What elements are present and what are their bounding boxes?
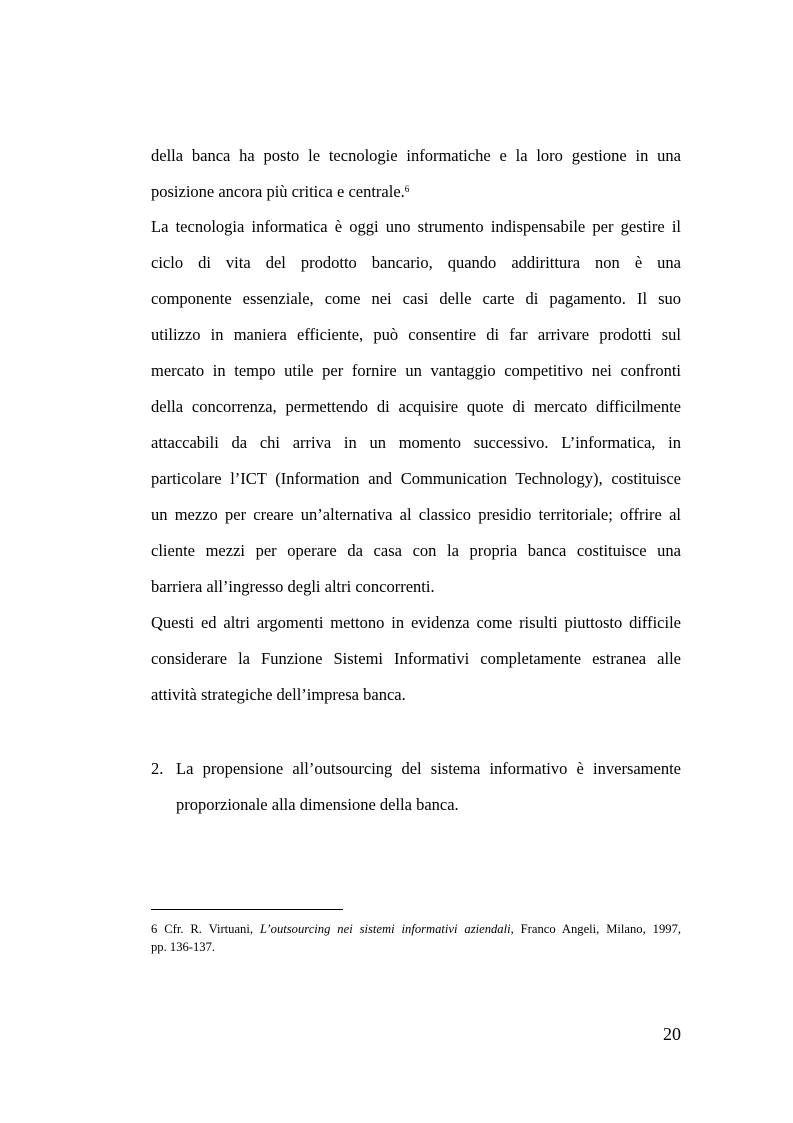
- list-item-line: proporzionale alla dimensione della banca.: [176, 795, 459, 814]
- paragraph-line: della concorrenza, permettendo di acquisire quote di mercato difficilmente: [151, 397, 681, 416]
- footnote: [151, 920, 681, 956]
- paragraph-line: componente essenziale, come nei casi delle carte di pagamento. Il suo: [151, 289, 681, 308]
- list-item-number: 2.: [151, 759, 164, 778]
- paragraph-line: mercato in tempo utile per fornire un vantaggio competitivo nei confronti: [151, 361, 681, 380]
- paragraph-line: cliente mezzi per operare da casa con la propria banca costituisce una: [151, 541, 681, 560]
- footnote-citation-suffix: , Franco Angeli, Milano, 1997,: [510, 922, 682, 936]
- footnote-citation-prefix: Cfr. R. Virtuani,: [164, 922, 254, 936]
- paragraph-line: considerare la Funzione Sistemi Informativi completamente estranea alle: [151, 649, 681, 668]
- list-item-line: La propensione all’outsourcing del sistema informativo è inversamente: [176, 759, 681, 778]
- footnote-citation-title: L’outsourcing nei sistemi informativi aziendali: [259, 922, 511, 936]
- footnote-line: [151, 920, 681, 938]
- paragraph-line: un mezzo per creare un’alternativa al classico presidio territoriale; offrire al: [151, 505, 681, 524]
- paragraph-line: [151, 180, 409, 204]
- paragraph-line-text: posizione ancora più critica e centrale.: [151, 182, 405, 201]
- footnote-line: pp. 136-137.: [151, 940, 216, 954]
- paragraph-line: La tecnologia informatica è oggi uno strumento indispensabile per gestire il: [151, 217, 681, 236]
- page-number: 20: [663, 1024, 681, 1044]
- paragraph-line: Questi ed altri argomenti mettono in evidenza come risulti piuttosto difficile: [151, 613, 681, 632]
- footnote-reference: 6: [404, 184, 410, 194]
- footnote-separator: [151, 909, 343, 910]
- paragraph-line: ciclo di vita del prodotto bancario, quando addirittura non è una: [151, 253, 681, 272]
- paragraph-line: della banca ha posto le tecnologie informatiche e la loro gestione in una: [151, 146, 681, 165]
- paragraph-line: particolare l’ICT (Information and Communication Technology), costituisce: [151, 469, 681, 488]
- paragraph-line: attività strategiche dell’impresa banca.: [151, 685, 406, 704]
- footnote-number: 6: [151, 922, 158, 936]
- paragraph-line: barriera all’ingresso degli altri concorrenti.: [151, 577, 435, 596]
- paragraph-line: attaccabili da chi arriva in un momento successivo. L’informatica, in: [151, 433, 681, 452]
- paragraph-line: utilizzo in maniera efficiente, può consentire di far arrivare prodotti sul: [151, 325, 681, 344]
